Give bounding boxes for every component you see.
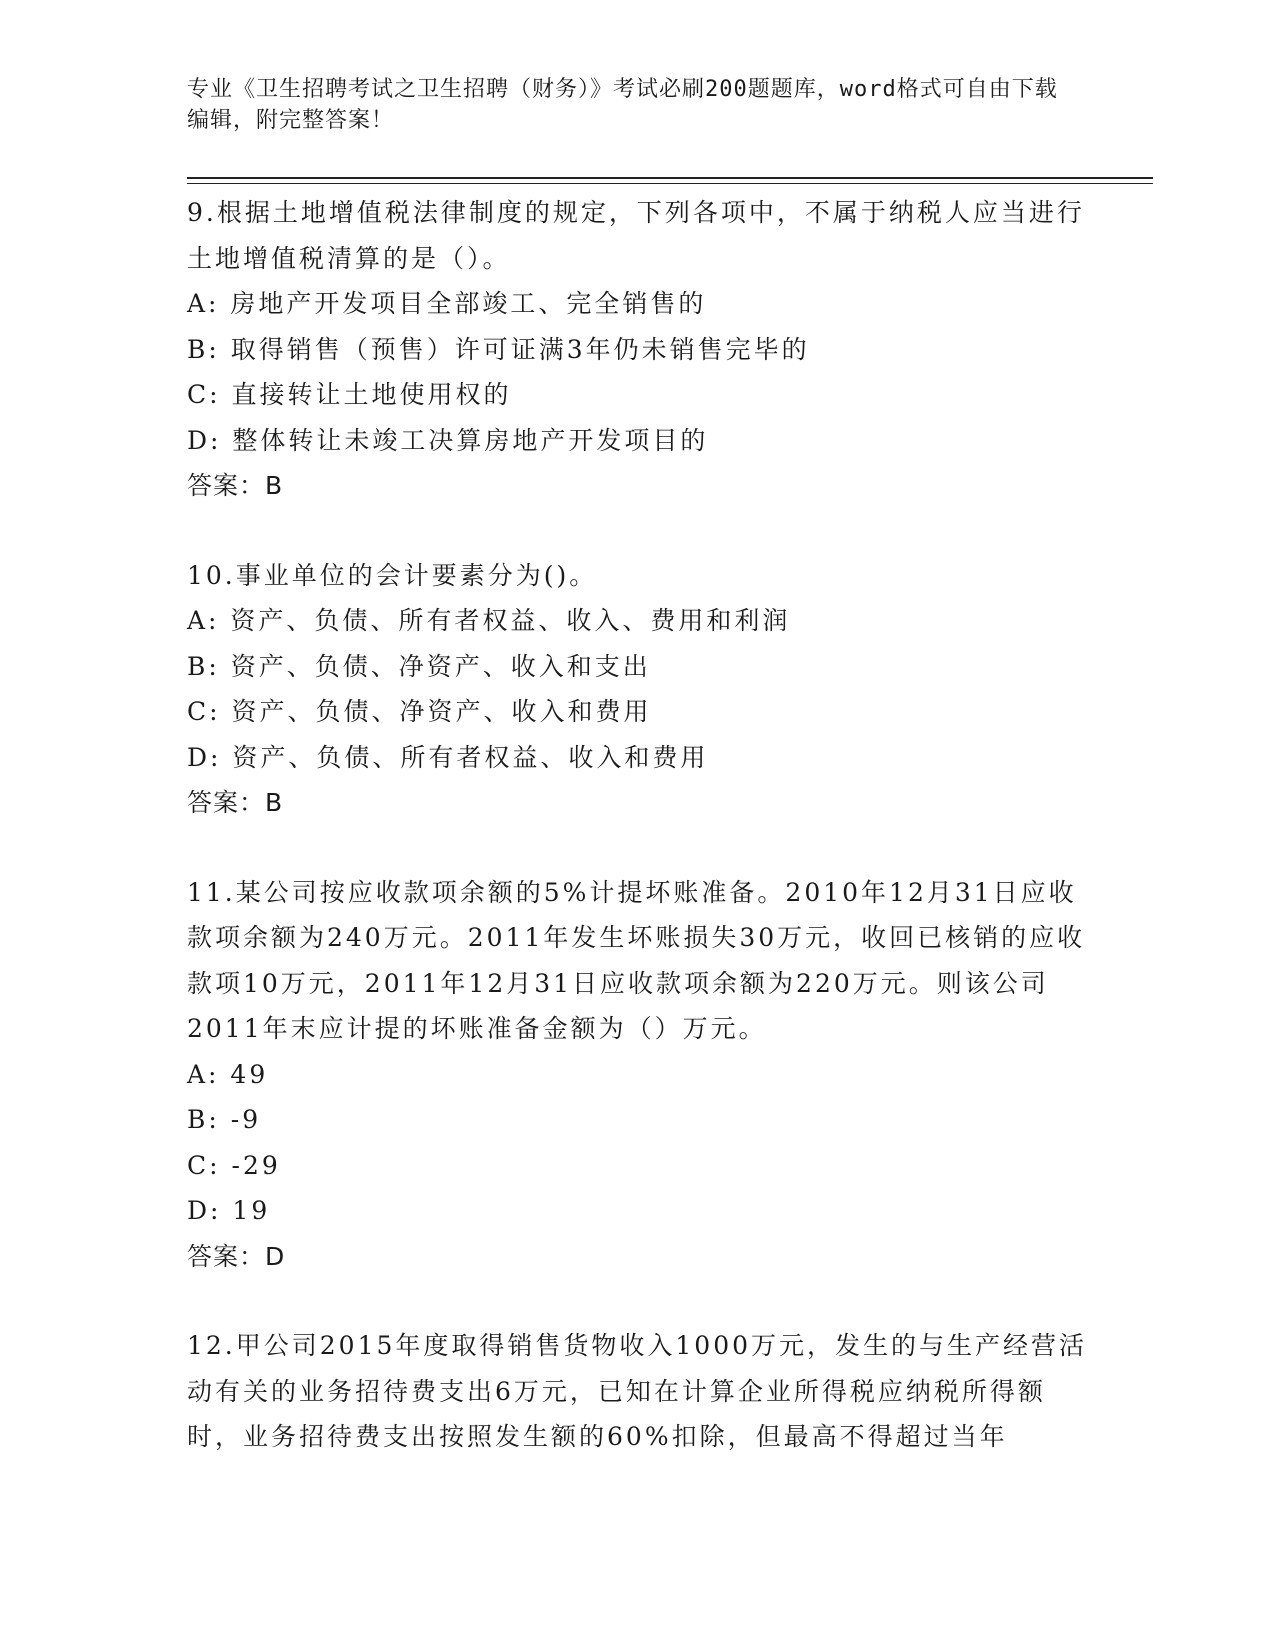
option-a: A: 资产、负债、所有者权益、收入、费用和利润	[187, 606, 791, 635]
question-text: 10.事业单位的会计要素分为()。	[187, 560, 598, 590]
document-header: 专业《卫生招聘考试之卫生招聘（财务）》考试必刷200题题库，word格式可自由下载编辑，附完整答案！	[187, 77, 1058, 133]
option-c: C: -29	[187, 1150, 281, 1180]
question-spacer	[187, 509, 1087, 553]
option-a: A: 房地产开发项目全部竣工、完全销售的	[187, 289, 707, 318]
question-spacer	[187, 1279, 1087, 1323]
option-c: C: 直接转让土地使用权的	[187, 380, 512, 409]
option-b: B: 取得销售（预售）许可证满3年仍未销售完毕的	[187, 334, 810, 364]
question-list	[187, 190, 1087, 1460]
question-text: 12.甲公司2015年度取得销售货物收入1000万元，发生的与生产经营活动有关的业务招待费支出6万元，已知在计算企业所得税应纳税所得额时，业务招待费支出按照发生额的60%扣除，但最高不得超过当年	[187, 1331, 1088, 1451]
option-b: B: 资产、负债、净资产、收入和支出	[187, 651, 651, 681]
header-divider-thin	[187, 183, 1153, 184]
answer-line: 答案：B	[187, 471, 284, 500]
question-item	[187, 553, 1087, 826]
header-divider-thick	[187, 177, 1153, 179]
question-item	[187, 870, 1087, 1280]
question-item	[187, 190, 1087, 509]
option-d: D: 整体转让未竣工决算房地产开发项目的	[187, 425, 709, 455]
answer-line: 答案：D	[187, 1241, 286, 1271]
option-a: A: 49	[187, 1059, 269, 1089]
answer-line: 答案：B	[187, 788, 284, 817]
question-item	[187, 1323, 1087, 1460]
question-text: 9.根据土地增值税法律制度的规定，下列各项中，不属于纳税人应当进行土地增值税清算的是（）。	[187, 198, 1085, 273]
option-c: C: 资产、负债、净资产、收入和费用	[187, 697, 652, 726]
option-b: B: -9	[187, 1105, 262, 1134]
question-spacer	[187, 826, 1087, 870]
question-text: 11.某公司按应收款项余额的5%计提坏账准备。2010年12月31日应收款项余额为240万元。2011年发生坏账损失30万元，收回已核销的应收款项10万元，2011年12月31日应收款项余额为220万元。则该公司2011年末应计提的坏账准备金额为（）万元。	[187, 877, 1086, 1043]
option-d: D: 19	[187, 1196, 271, 1225]
option-d: D: 资产、负债、所有者权益、收入和费用	[187, 742, 709, 772]
